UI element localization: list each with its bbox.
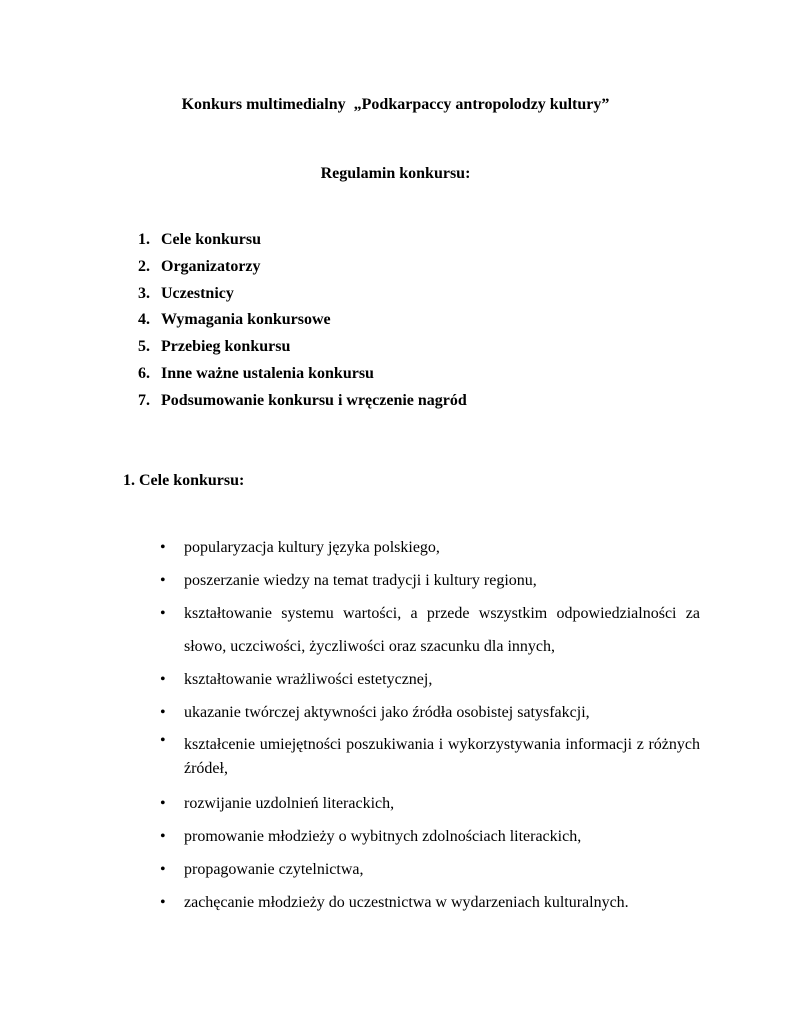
list-item — [160, 663, 700, 696]
bullet-icon: • — [160, 795, 166, 812]
bullet-icon: • — [160, 671, 166, 688]
bullet-icon: • — [160, 704, 166, 721]
toc-label: Podsumowanie konkursu i wręczenie nagród — [161, 391, 467, 409]
document-subtitle: Regulamin konkursu: — [320, 165, 471, 182]
list-item — [160, 729, 700, 787]
list-item-text: propagowanie czytelnictwa, — [184, 861, 364, 878]
list-item-text: ukazanie twórczej aktywności jako źródła osobistej satysfakcji, — [184, 704, 590, 721]
list-item-text: poszerzanie wiedzy na temat tradycji i kultury regionu, — [184, 572, 537, 589]
bullet-list — [160, 531, 700, 919]
section-heading: 1. Cele konkursu: — [123, 472, 245, 489]
list-item — [160, 531, 700, 564]
list-item — [160, 787, 700, 820]
list-item — [160, 564, 700, 597]
toc-item — [138, 337, 467, 364]
list-item-text: kształtowanie systemu wartości, a przede wszystkim odpowiedzialności za słowo, uczciwości, życzliwości oraz szacunku dla innych, — [184, 605, 700, 655]
bullet-icon: • — [160, 861, 166, 878]
list-item — [160, 853, 700, 886]
toc-item — [138, 364, 467, 391]
table-of-contents — [138, 230, 467, 418]
list-item-text: rozwijanie uzdolnień literackich, — [184, 795, 395, 812]
list-item-text: popularyzacja kultury języka polskiego, — [184, 539, 440, 556]
toc-number: 5. — [138, 338, 150, 356]
toc-item — [138, 257, 467, 284]
bullet-icon: • — [160, 572, 166, 589]
bullet-icon: • — [160, 539, 166, 556]
list-item — [160, 597, 700, 663]
list-item — [160, 886, 700, 919]
toc-label: Organizatorzy — [161, 257, 261, 275]
toc-label: Cele konkursu — [161, 231, 262, 248]
toc-label: Wymagania konkursowe — [161, 311, 331, 329]
toc-item — [138, 391, 467, 418]
toc-number: 3. — [138, 284, 150, 302]
list-item — [160, 820, 700, 853]
toc-item — [138, 310, 467, 337]
document-title: Konkurs multimedialny „Podkarpaccy antropolodzy kultury” — [181, 96, 610, 113]
toc-number: 2. — [138, 257, 150, 275]
bullet-icon: • — [160, 605, 166, 622]
toc-number: 4. — [138, 311, 150, 329]
bullet-icon: • — [160, 894, 166, 911]
toc-number: 1. — [138, 231, 150, 248]
list-item-text: zachęcanie młodzieży do uczestnictwa w wydarzeniach kulturalnych. — [184, 894, 629, 911]
list-item-text: kształcenie umiejętności poszukiwania i wykorzystywania informacji z różnych źródeł, — [184, 736, 700, 777]
toc-number: 6. — [138, 364, 150, 382]
toc-item — [138, 284, 467, 311]
bullet-icon: • — [160, 732, 166, 749]
list-item — [160, 696, 700, 729]
bullet-icon: • — [160, 828, 166, 845]
toc-item — [138, 230, 467, 257]
toc-label: Inne ważne ustalenia konkursu — [161, 364, 374, 382]
toc-label: Przebieg konkursu — [161, 338, 291, 356]
list-item-text: kształtowanie wrażliwości estetycznej, — [184, 671, 433, 688]
toc-label: Uczestnicy — [161, 284, 234, 302]
toc-number: 7. — [138, 391, 150, 409]
list-item-text: promowanie młodzieży o wybitnych zdolnościach literackich, — [184, 828, 582, 845]
